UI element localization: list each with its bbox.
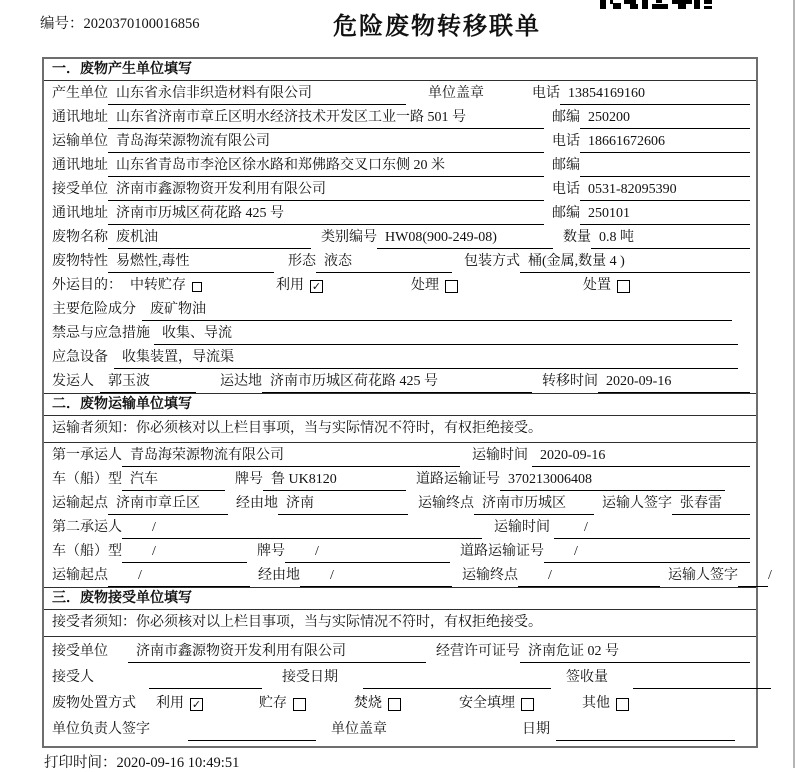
section-header: 一．废物产生单位填写: [44, 59, 756, 81]
serial-number-line: [40, 12, 200, 33]
field-label: 车（船）型: [52, 544, 122, 559]
field-label: 数量: [563, 230, 591, 245]
field-label: 运输单位: [52, 134, 108, 149]
field-label: 接受单位: [52, 644, 108, 659]
qr-code-fragment-icon: [600, 0, 712, 10]
field-label: 邮编: [552, 158, 580, 173]
field-value: 370213006408: [500, 471, 725, 491]
section-header: 二．废物运输单位填写: [44, 393, 756, 416]
field-value: /: [544, 543, 750, 563]
field-label: 牌号: [257, 544, 285, 559]
field-value: 济南市历城区荷花路 425 号: [262, 373, 532, 393]
field-label: 贮存: [259, 696, 287, 711]
field-label: 运输人签字: [602, 496, 672, 511]
field-value: 250101: [580, 205, 750, 225]
field-value: 18661672606: [580, 133, 750, 153]
field-value: 废矿物油: [142, 301, 732, 321]
field-label: 运输起点: [52, 496, 108, 511]
field-value: [363, 669, 551, 689]
field-value: 桶(金属,数量 4 ): [520, 253, 750, 273]
form-row: [44, 369, 756, 393]
form-row: [44, 297, 756, 321]
field-label: 运输时间: [494, 520, 550, 535]
print-time: [44, 751, 239, 772]
field-label: 利用: [156, 696, 184, 711]
field-value: /: [122, 543, 247, 563]
field-label: 运达地: [220, 374, 262, 389]
field-label: 包装方式: [464, 254, 520, 269]
field-label: 道路运输证号: [460, 544, 544, 559]
field-value: 济南市历城区荷花路 425 号: [108, 205, 544, 225]
field-value: /: [108, 567, 250, 587]
field-label: 产生单位: [52, 86, 108, 101]
form-row: [44, 491, 756, 515]
field-label: 废物名称: [52, 230, 108, 245]
field-value: 张春雷: [672, 495, 750, 515]
field-value: 山东省永信非织造材料有限公司: [108, 85, 406, 105]
form-row: [44, 129, 756, 153]
form-row: [44, 515, 756, 539]
form-row: [44, 321, 756, 345]
field-label: 单位盖章: [428, 86, 484, 101]
field-value: 收集、导流: [154, 325, 738, 345]
field-label: 运输起点: [52, 568, 108, 583]
field-value: 易燃性,毒性: [108, 253, 274, 273]
serial-value: 2020370100016856: [83, 16, 200, 32]
field-label: 主要危险成分: [52, 302, 136, 317]
document-title: 危险废物转移联单: [333, 14, 541, 40]
field-value: 0.8 吨: [591, 229, 750, 249]
field-value: 济南市历城区: [474, 495, 594, 515]
field-label: 道路运输证号: [416, 472, 500, 487]
page-edge-divider: [793, 0, 795, 768]
serial-label: 编号：: [40, 16, 84, 32]
field-value: 2020-09-16: [598, 373, 750, 393]
checkbox-unchecked-icon: [192, 282, 202, 292]
field-label: 转移时间: [542, 374, 598, 389]
field-value: [149, 669, 262, 689]
field-label: 安全填埋: [459, 696, 515, 711]
field-label: 日期: [522, 722, 550, 737]
field-label: 废物特性: [52, 254, 108, 269]
checkbox-unchecked-icon: [293, 698, 306, 711]
section-note: 运输者须知：你必须核对以上栏目事项，当与实际情况不符时，有权拒绝接受。: [44, 416, 756, 443]
field-label: 发运人: [52, 374, 94, 389]
form-row: [44, 443, 756, 467]
checkbox-checked-icon: ✓: [311, 280, 322, 293]
field-label: 形态: [288, 254, 316, 269]
field-label: 接受单位: [52, 182, 108, 197]
field-label: 处置: [583, 278, 611, 293]
form-row: [44, 153, 756, 177]
field-label: 接受日期: [282, 670, 338, 685]
form-table: [42, 57, 772, 748]
field-value: /: [554, 519, 750, 539]
field-label: 通讯地址: [52, 110, 108, 125]
field-value: 收集装置，导流渠: [114, 349, 738, 369]
field-value: 济南市鑫源物资开发利用有限公司: [108, 181, 544, 201]
field-value: [556, 721, 735, 741]
form-row: [44, 689, 756, 715]
field-label: 经由地: [236, 496, 278, 511]
field-label: 经营许可证号: [436, 644, 520, 659]
field-label: 中转贮存: [130, 278, 186, 293]
field-value: 山东省济南市章丘区明水经济技术开发区工业一路 501 号: [108, 109, 544, 129]
form-row: [44, 563, 772, 587]
field-label: 第二承运人: [52, 520, 122, 535]
checkbox-unchecked-icon: [388, 698, 401, 711]
field-label: 电话: [552, 182, 580, 197]
field-value: 青岛海荣源物流有限公司: [108, 133, 544, 153]
field-label: 禁忌与应急措施: [52, 326, 150, 341]
field-value: 济南危证 02 号: [520, 643, 750, 663]
form-row: [44, 201, 756, 225]
checkbox-unchecked-icon: [617, 280, 630, 293]
form-row: [44, 225, 756, 249]
field-value: /: [300, 567, 452, 587]
field-label: 单位盖章: [331, 722, 387, 737]
form-row: [44, 467, 756, 491]
field-value: [633, 669, 771, 689]
field-label: 接受人: [52, 670, 94, 685]
print-time-label: 打印时间：: [44, 755, 117, 771]
field-value: /: [122, 519, 482, 539]
field-label: 运输终点: [462, 568, 518, 583]
field-label: 处理: [411, 278, 439, 293]
form-row: [44, 105, 756, 129]
checkbox-unchecked-icon: [445, 280, 458, 293]
field-value: 青岛海荣源物流有限公司: [122, 447, 460, 467]
form-row: [44, 715, 756, 741]
field-label: 废物处置方式: [52, 696, 136, 711]
field-value: /: [518, 567, 660, 587]
form-row: [44, 177, 756, 201]
field-value: 0531-82095390: [580, 181, 750, 201]
field-value: 郭玉波: [100, 373, 196, 393]
field-label: 签收量: [566, 670, 608, 685]
form-row: [44, 81, 756, 105]
form-row: [44, 345, 756, 369]
field-value: /: [285, 543, 450, 563]
print-time-value: 2020-09-16 10:49:51: [116, 755, 240, 771]
field-label: 经由地: [258, 568, 300, 583]
field-value: [580, 157, 750, 177]
field-value: [188, 721, 316, 741]
section-note: 接受者须知：你必须核对以上栏目事项，当与实际情况不符时，有权拒绝接受。: [44, 610, 756, 637]
form-row: [44, 273, 756, 297]
field-label: 运输时间: [472, 448, 528, 463]
field-label: 邮编: [552, 110, 580, 125]
field-label: 运输人签字: [668, 568, 738, 583]
field-value: 250200: [580, 109, 750, 129]
field-label: 车（船）型: [52, 472, 122, 487]
field-value: 济南市章丘区: [108, 495, 228, 515]
field-label: 焚烧: [354, 696, 382, 711]
field-value: /: [738, 567, 768, 587]
field-label: 类别编号: [321, 230, 377, 245]
field-label: 电话: [552, 134, 580, 149]
form-row: [44, 637, 756, 663]
field-label: 利用: [276, 278, 304, 293]
field-value: 济南: [278, 495, 408, 515]
field-label: 运输终点: [418, 496, 474, 511]
field-value: 山东省青岛市李沧区徐水路和郑佛路交叉口东侧 20 米: [108, 157, 544, 177]
field-label: 外运目的：: [52, 278, 122, 293]
field-label: 单位负责人签字: [52, 722, 150, 737]
field-label: 通讯地址: [52, 206, 108, 221]
field-value: 汽车: [122, 471, 225, 491]
field-value: 济南市鑫源物资开发利用有限公司: [128, 643, 426, 663]
field-value: 鲁 UK8120: [263, 471, 406, 491]
field-value: 2020-09-16: [532, 447, 750, 467]
form-row: [44, 663, 756, 689]
form-row: [44, 539, 756, 563]
checkbox-unchecked-icon: [521, 698, 534, 711]
field-value: 废机油: [108, 229, 311, 249]
field-label: 电话: [532, 86, 560, 101]
field-label: 通讯地址: [52, 158, 108, 173]
field-value: HW08(900-249-08): [377, 229, 553, 249]
field-label: 其他: [582, 696, 610, 711]
checkbox-checked-icon: ✓: [191, 698, 202, 711]
section-header: 三．废物接受单位填写: [44, 587, 756, 610]
field-value: 液态: [316, 253, 452, 273]
field-label: 牌号: [235, 472, 263, 487]
field-label: 应急设备: [52, 350, 108, 365]
field-label: 第一承运人: [52, 448, 122, 463]
field-value: 13854169160: [560, 85, 750, 105]
form-row: [44, 249, 756, 273]
checkbox-unchecked-icon: [616, 698, 629, 711]
field-label: 邮编: [552, 206, 580, 221]
